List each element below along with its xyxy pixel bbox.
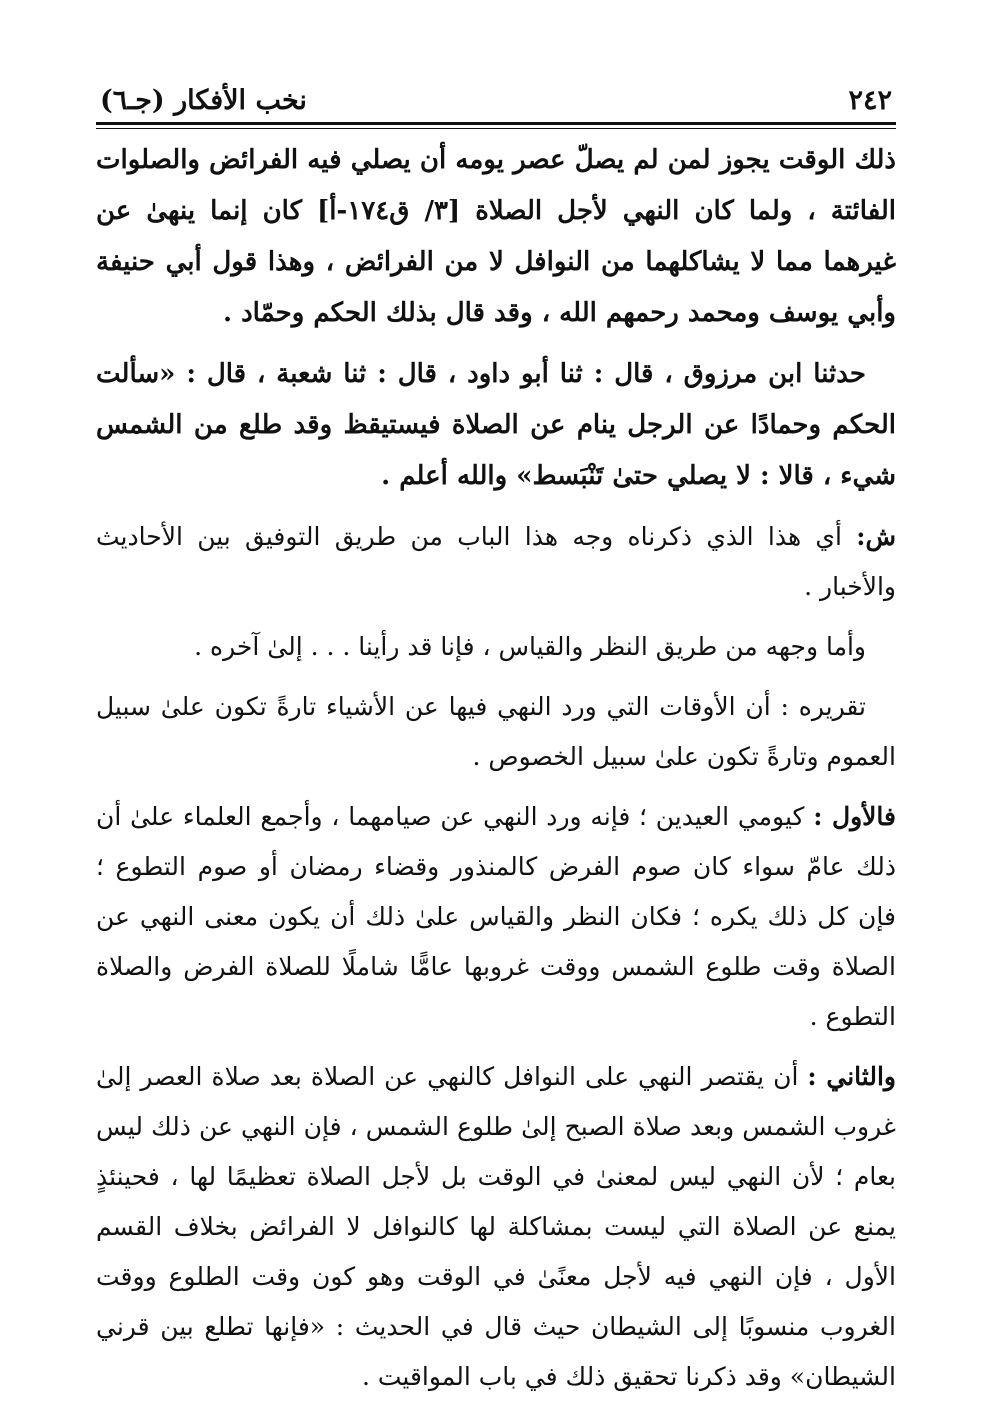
paragraph-text: وأما وجهه من طريق النظر والقياس ، فإنا قد رأينا . . . إلىٰ آخره . xyxy=(194,632,866,661)
paragraph-lead: ش: xyxy=(856,522,896,551)
paragraph xyxy=(96,1052,896,1402)
header-rule-thick xyxy=(96,122,896,125)
paragraph xyxy=(96,512,896,612)
paragraph xyxy=(96,792,896,1042)
page-header xyxy=(96,72,896,116)
paragraph-lead: والثاني : xyxy=(807,1062,896,1091)
book-title: نخب الأفكار (جـ٦) xyxy=(100,85,307,116)
paragraph-text: أي هذا الذي ذكرناه وجه هذا الباب من طريق التوفيق بين الأحاديث والأخبار . xyxy=(96,522,896,601)
paragraph xyxy=(96,135,896,339)
paragraph-text: تقريره : أن الأوقات التي ورد النهي فيها عن الأشياء تارةً تكون علىٰ سبيل العموم وتارةً تكون علىٰ سبيل الخصوص . xyxy=(96,692,896,771)
paragraph-text: حدثنا ابن مرزوق ، قال : ثنا أبو داود ، قال : ثنا شعبة ، قال : «سألت الحكم وحمادًا عن الرجل ينام عن الصلاة فيستيقظ وقد طلع من الشمس شيء ، قالا : لا يصلي حتىٰ تَنْبَسط» والله أعلم . xyxy=(96,359,896,491)
header-rule-thin xyxy=(96,128,896,129)
paragraph-text: ذلك الوقت يجوز لمن لم يصلّ عصر يومه أن يصلي فيه الفرائض والصلوات الفائتة ، ولما كان النهي لأجل الصلاة [٣/ ق١٧٤-أ] كان إنما ينهىٰ عن غيرهما مما لا يشاكلهما من النوافل لا من الفرائض ، وهذا قول أبي حنيفة وأبي يوسف ومحمد رحمهم الله ، وقد قال بذلك الحكم وحمّاد . xyxy=(96,145,897,328)
page-number: ٢٤٢ xyxy=(848,85,892,116)
book-page xyxy=(96,72,897,1391)
paragraph-lead: فالأول : xyxy=(813,802,897,831)
paragraph xyxy=(96,682,896,782)
paragraph xyxy=(96,622,896,672)
page-body xyxy=(96,135,896,1402)
paragraph xyxy=(96,349,896,502)
paragraph-text: كيومي العيدين ؛ فإنه ورد النهي عن صيامهما ، وأجمع العلماء علىٰ أن ذلك عامّ سواء كان صوم الفرض كالمنذور وقضاء رمضان أو صوم التطوع ؛ فإن كل ذلك يكره ؛ فكان النظر والقياس علىٰ ذلك أن يكون معنى النهي عن الصلاة وقت طلوع الشمس ووقت غروبها عامًّا شاملًا للصلاة الفرض والصلاة التطوع . xyxy=(96,802,896,1031)
paragraph-text: أن يقتصر النهي على النوافل كالنهي عن الصلاة بعد صلاة العصر إلىٰ غروب الشمس وبعد صلاة الصبح إلىٰ طلوع الشمس ، فإن النهي عن ذلك ليس بعام ؛ لأن النهي ليس لمعنىٰ في الوقت بل لأجل الصلاة تعظيمًا لها ، فحينئذٍ يمنع عن الصلاة التي ليست بمشاكلة لها كالنوافل لا الفرائض بخلاف القسم الأول ، فإن النهي فيه لأجل معنًىٰ في الوقت وهو كون وقت الطلوع ووقت الغروب منسوبًا إلى الشيطان حيث قال في الحديث : «فإنها تطلع بين قرني الشيطان» وقد ذكرنا تحقيق ذلك في باب المواقيت . xyxy=(96,1062,896,1391)
